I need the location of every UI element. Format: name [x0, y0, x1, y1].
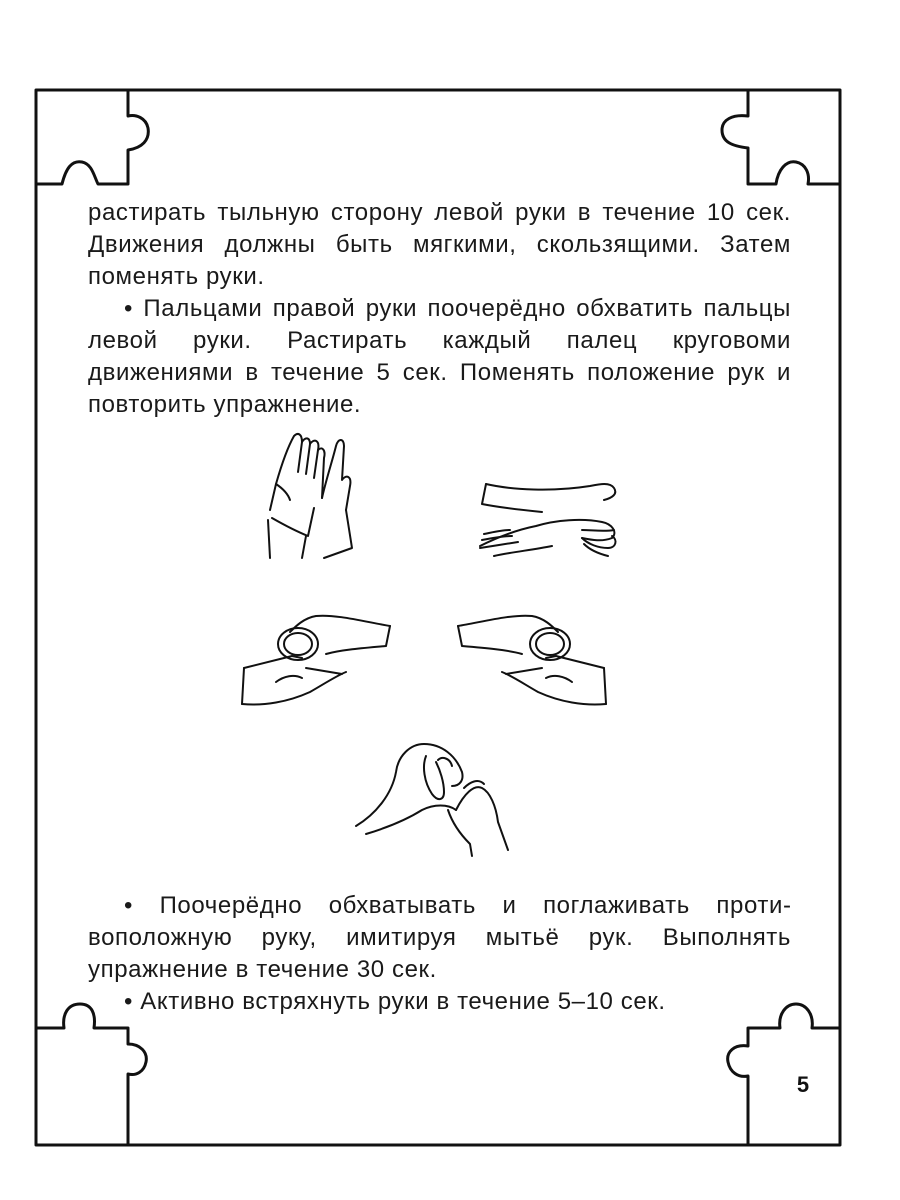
- finger-circling-right-icon: [452, 604, 612, 716]
- paragraph-finger-rubbing: • Пальцами правой руки поочерёдно обхватить пальцы левой руки. Растирать каждый палец круговоми движениями в течение 5 сек. Поменять положение рук и повторить упражнение.: [88, 295, 791, 418]
- puzzle-corner-top-right: [722, 90, 840, 184]
- paragraph-shake-hands: • Активно встряхнуть руки в течение 5–10 сек.: [124, 988, 666, 1015]
- crossed-hands-rubbing-icon: [472, 474, 628, 566]
- puzzle-corner-top-left: [36, 90, 148, 184]
- paragraph-continuation: растирать тыльную сторону левой руки в течение 10 сек. Движения должны быть мягкими, скользящими. Затем поменять руки.: [88, 199, 791, 290]
- puzzle-corner-bottom-right: [728, 1004, 840, 1145]
- paragraph-hand-washing: • Поочерёдно обхватывать и поглаживать противоположную руку, имитируя мытьё рук. Выполнять упражнение в течение 30 сек.: [88, 892, 791, 983]
- finger-circling-left-icon: [236, 604, 396, 716]
- instructions-top: [88, 197, 791, 421]
- puzzle-corner-bottom-left: [36, 1004, 146, 1145]
- hands-grasping-icon: [352, 738, 520, 862]
- palms-pressed-together-icon: [262, 428, 362, 564]
- instructions-bottom: [88, 890, 791, 1018]
- page-number: 5: [796, 1072, 810, 1097]
